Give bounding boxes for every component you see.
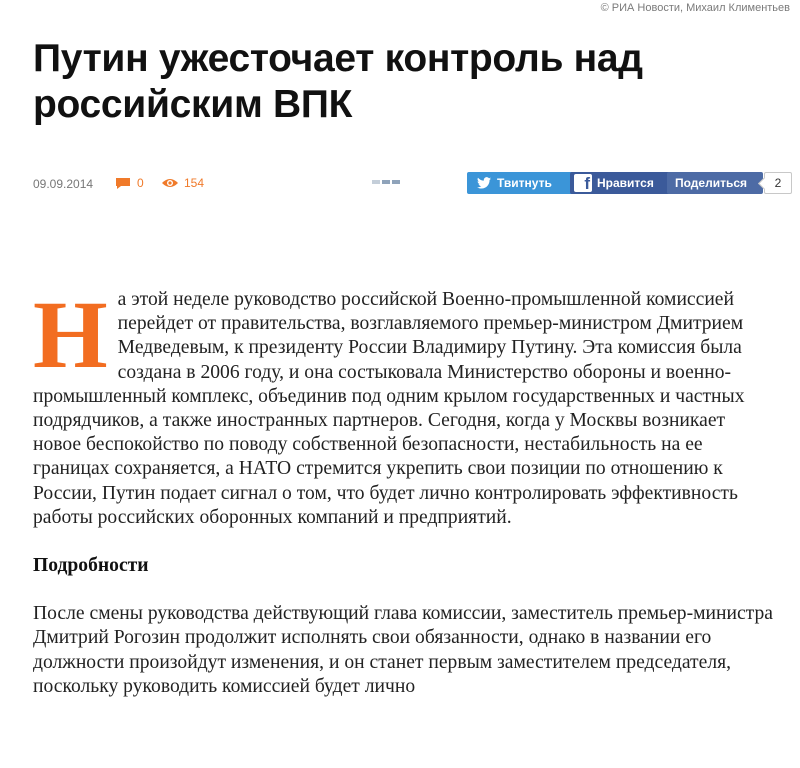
article-meta-bar: [33, 172, 795, 196]
comments-link[interactable]: [115, 176, 144, 190]
indicator-bar: [392, 180, 400, 184]
tweet-button[interactable]: [467, 172, 587, 194]
section-heading: Подробности: [33, 555, 149, 577]
photo-credit: © РИА Новости, Михаил Климентьев: [600, 2, 790, 14]
eye-icon: [161, 177, 179, 189]
facebook-icon: f: [574, 174, 592, 192]
twitter-bird-icon: [477, 177, 491, 189]
share-button[interactable]: Поделиться: [667, 172, 763, 194]
tweet-label: Твитнуть: [497, 176, 552, 190]
font-size-indicator[interactable]: [372, 180, 400, 184]
article-title: Путин ужесточает контроль над российским ВПК: [33, 37, 643, 126]
lead-paragraph: а этой неделе руководство российской Военно-промышленной комиссией перейдет от правительства, возглавляемого премьер-министром Дмитрием Медведевым, к президенту России Владимиру Путину. Эта комиссия была создана в 2006 году, и она состыковала Министерство обороны и военно-промышленный комплекс, объединив под одним крылом государственных и частных подрядчиков, а также иностранных партнеров. Сегодня, когда у Москвы возникает новое беспокойство по поводу собственной безопасности, нестабильность на ее границах сохраняется, а НАТО стремится укрепить свои позиции по отношению к России, Путин подает сигнал о том, что будет лично контролировать эффективность работы российских оборонных компаний и предприятий.: [33, 289, 745, 528]
comment-count: 0: [137, 176, 144, 190]
share-count-badge: 2: [764, 172, 792, 194]
publish-date: 09.09.2014: [33, 177, 94, 191]
view-count: 154: [184, 176, 205, 190]
indicator-bar: [372, 180, 380, 184]
article-body: [33, 281, 773, 723]
indicator-bar: [382, 180, 390, 184]
drop-cap: Н: [33, 281, 108, 388]
views-counter: [161, 176, 204, 190]
article-paragraph: После смены руководства действующий глава комиссии, заместитель премьер-министра Дмитрий Рогозин продолжит исполнять свои обязанности, однако в названии его должности произойдут изменения, и он станет первым заместителем председателя, поскольку руководить комиссией будет лично: [33, 603, 773, 697]
comment-icon: [115, 177, 131, 190]
facebook-like-label: Нравится: [597, 176, 654, 190]
